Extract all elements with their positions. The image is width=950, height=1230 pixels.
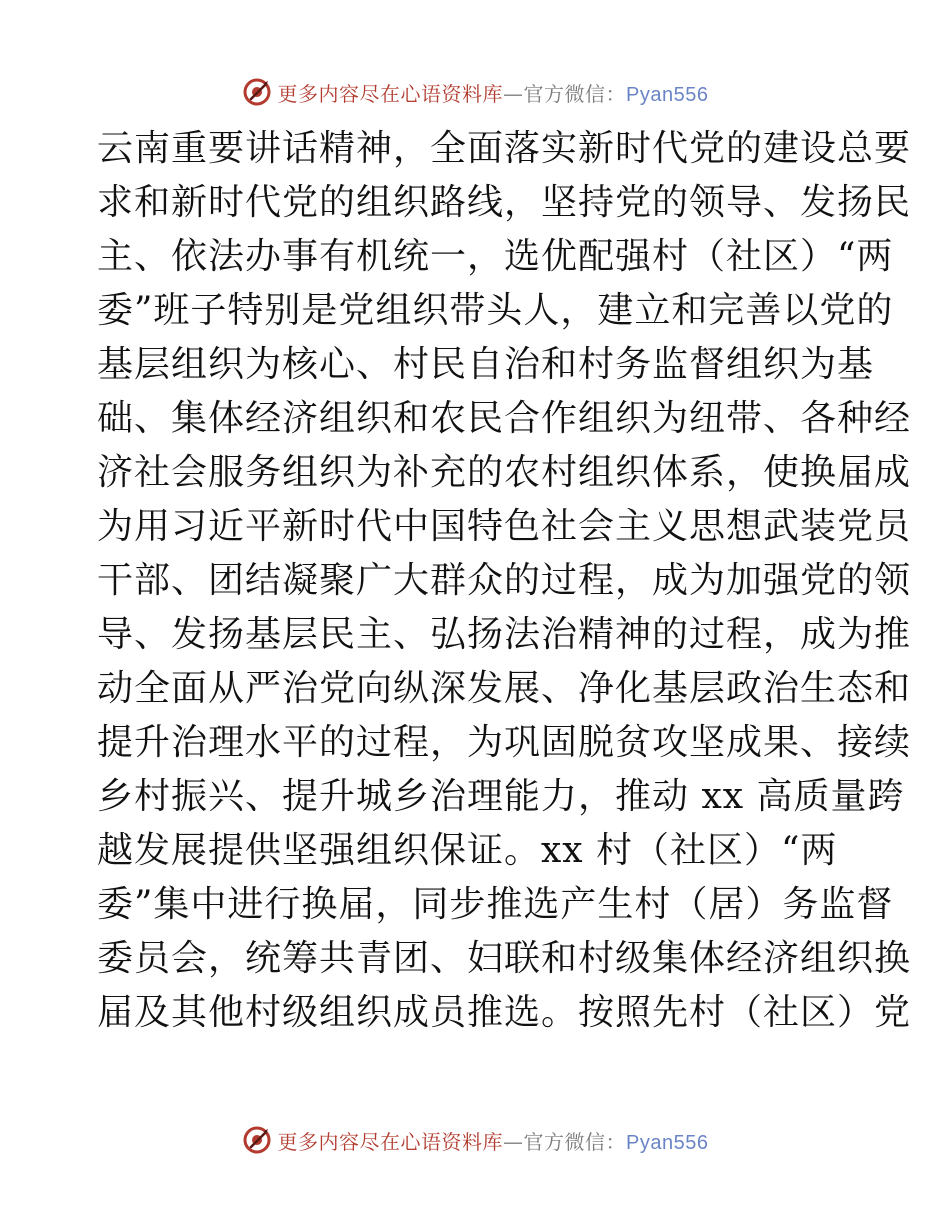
brand-logo-icon bbox=[242, 77, 272, 107]
header-wechat-id: Pyan556 bbox=[626, 83, 709, 106]
footer-separator: — bbox=[503, 1129, 524, 1154]
body-line: 乡村振兴、提升城乡治理能力，推动 xx 高质量跨 bbox=[97, 776, 905, 817]
body-line: 届及其他村级组织成员推选。按照先村（社区）党 bbox=[97, 992, 912, 1033]
body-line: 导、发扬基层民主、弘扬法治精神的过程，成为推 bbox=[97, 614, 912, 655]
body-line: 委员会，统筹共青团、妇联和村级集体经济组织换 bbox=[97, 938, 912, 979]
header-wechat-label: 官方微信： bbox=[523, 81, 627, 106]
body-line: 委”集中进行换届，同步推选产生村（居）务监督 bbox=[97, 884, 894, 925]
body-line: 为用习近平新时代中国特色社会主义思想武装党员 bbox=[97, 506, 912, 547]
footer-banner-text bbox=[278, 1126, 709, 1155]
header-separator: — bbox=[503, 81, 524, 106]
body-line: 济社会服务组织为补充的农村组织体系，使换届成 bbox=[97, 452, 912, 493]
footer-banner bbox=[0, 1120, 950, 1160]
body-line: 委”班子特别是党组织带头人，建立和完善以党的 bbox=[97, 290, 894, 331]
footer-wechat-label: 官方微信： bbox=[523, 1129, 627, 1154]
body-line: 越发展提供坚强组织保证。xx 村（社区）“两 bbox=[97, 830, 838, 871]
body-line: 础、集体经济组织和农民合作组织为纽带、各种经 bbox=[97, 398, 912, 439]
body-line: 主、依法办事有机统一，选优配强村（社区）“两 bbox=[97, 236, 894, 277]
header-banner bbox=[0, 72, 950, 112]
body-line: 云南重要讲话精神，全面落实新时代党的建设总要 bbox=[97, 128, 912, 169]
header-promo-text: 更多内容尽在心语资料库 bbox=[277, 81, 504, 106]
body-line: 动全面从严治党向纵深发展、净化基层政治生态和 bbox=[97, 668, 912, 709]
body-line: 干部、团结凝聚广大群众的过程，成为加强党的领 bbox=[97, 560, 912, 601]
body-line: 基层组织为核心、村民自治和村务监督组织为基 bbox=[97, 344, 875, 385]
header-banner-text bbox=[278, 78, 709, 107]
document-body bbox=[97, 122, 912, 1040]
footer-wechat-id: Pyan556 bbox=[626, 1131, 709, 1154]
body-line: 求和新时代党的组织路线，坚持党的领导、发扬民 bbox=[97, 182, 912, 223]
brand-logo-icon bbox=[242, 1125, 272, 1155]
footer-promo-text: 更多内容尽在心语资料库 bbox=[277, 1129, 504, 1154]
body-line: 提升治理水平的过程，为巩固脱贫攻坚成果、接续 bbox=[97, 722, 912, 763]
